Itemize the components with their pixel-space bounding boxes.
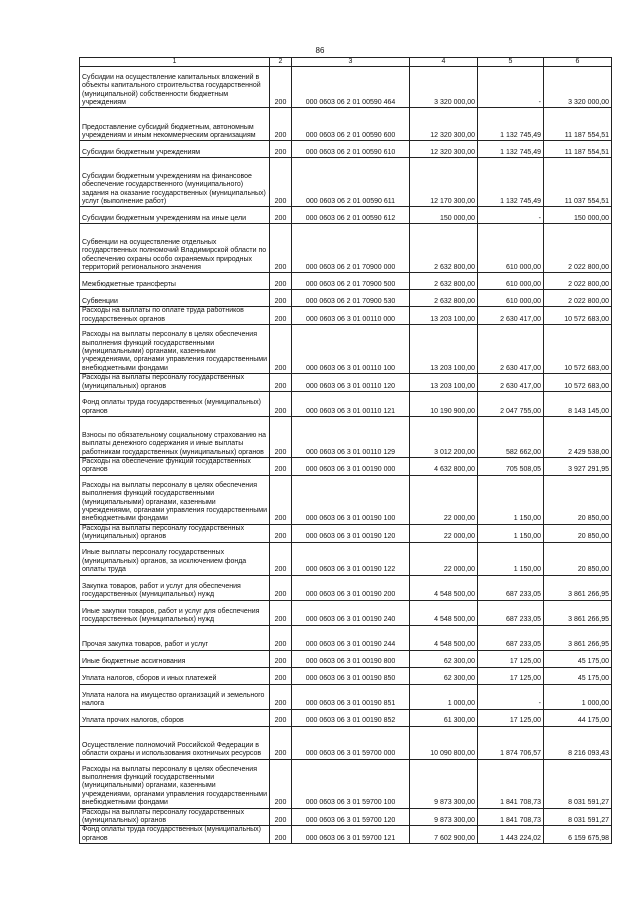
row-description: Уплата прочих налогов, сборов [80, 709, 270, 726]
row-line-code: 200 [270, 524, 292, 542]
row-description: Субсидии бюджетным учреждениям [80, 141, 270, 158]
row-executed-amount: 1 874 706,57 [478, 726, 544, 759]
row-budget-code: 000 0603 06 3 01 00190 122 [292, 542, 410, 575]
table-row [80, 625, 612, 650]
table-row [80, 207, 612, 224]
row-description: Взносы по обязательному социальному страхованию на выплаты денежного содержания и иные выплаты работникам государственных (муниципальных) органов [80, 417, 270, 458]
table-row [80, 650, 612, 667]
row-budget-code: 000 0603 06 3 01 59700 000 [292, 726, 410, 759]
column-header-5: 5 [478, 58, 544, 67]
table-row [80, 542, 612, 575]
row-description: Субвенции [80, 290, 270, 307]
row-remaining-amount: 44 175,00 [544, 709, 612, 726]
row-line-code: 200 [270, 759, 292, 808]
row-approved-amount: 22 000,00 [410, 475, 478, 524]
row-budget-code: 000 0603 06 2 01 00590 611 [292, 158, 410, 207]
row-description: Фонд оплаты труда государственных (муниципальных) органов [80, 392, 270, 417]
row-line-code: 200 [270, 542, 292, 575]
row-line-code: 200 [270, 374, 292, 392]
column-header-3: 3 [292, 58, 410, 67]
row-budget-code: 000 0603 06 3 01 00190 244 [292, 625, 410, 650]
row-executed-amount: 687 233,05 [478, 625, 544, 650]
row-executed-amount: 610 000,00 [478, 290, 544, 307]
row-line-code: 200 [270, 575, 292, 600]
row-executed-amount: 1 841 708,73 [478, 808, 544, 826]
row-executed-amount: - [478, 207, 544, 224]
row-approved-amount: 22 000,00 [410, 524, 478, 542]
row-line-code: 200 [270, 224, 292, 273]
table-row [80, 524, 612, 542]
table-row [80, 158, 612, 207]
table-row [80, 826, 612, 844]
row-executed-amount: 1 841 708,73 [478, 759, 544, 808]
row-line-code: 200 [270, 417, 292, 458]
table-row [80, 458, 612, 476]
row-approved-amount: 13 203 100,00 [410, 374, 478, 392]
row-budget-code: 000 0603 06 3 01 59700 100 [292, 759, 410, 808]
row-description: Уплата налога на имущество организаций и земельного налога [80, 684, 270, 709]
row-executed-amount: 705 508,05 [478, 458, 544, 476]
row-remaining-amount: 3 861 266,95 [544, 575, 612, 600]
row-budget-code: 000 0603 06 3 01 59700 121 [292, 826, 410, 844]
row-executed-amount: 17 125,00 [478, 709, 544, 726]
row-remaining-amount: 10 572 683,00 [544, 325, 612, 374]
table-row [80, 67, 612, 108]
row-line-code: 200 [270, 650, 292, 667]
row-approved-amount: 150 000,00 [410, 207, 478, 224]
row-budget-code: 000 0603 06 3 01 00190 100 [292, 475, 410, 524]
row-line-code: 200 [270, 290, 292, 307]
row-budget-code: 000 0603 06 2 01 00590 612 [292, 207, 410, 224]
row-remaining-amount: 20 850,00 [544, 542, 612, 575]
column-header-1: 1 [80, 58, 270, 67]
row-line-code: 200 [270, 625, 292, 650]
table-row [80, 273, 612, 290]
table-row [80, 759, 612, 808]
row-executed-amount: - [478, 67, 544, 108]
row-remaining-amount: 20 850,00 [544, 524, 612, 542]
row-remaining-amount: 8 031 591,27 [544, 808, 612, 826]
table-row [80, 224, 612, 273]
row-budget-code: 000 0603 06 3 01 00190 850 [292, 667, 410, 684]
row-approved-amount: 12 170 300,00 [410, 158, 478, 207]
budget-table [79, 57, 612, 844]
row-line-code: 200 [270, 273, 292, 290]
table-row [80, 290, 612, 307]
row-description: Субсидии бюджетным учреждениям на иные цели [80, 207, 270, 224]
row-approved-amount: 61 300,00 [410, 709, 478, 726]
table-row [80, 392, 612, 417]
column-header-6: 6 [544, 58, 612, 67]
row-approved-amount: 10 190 900,00 [410, 392, 478, 417]
row-executed-amount: 687 233,05 [478, 600, 544, 625]
table-row [80, 307, 612, 325]
row-approved-amount: 3 012 200,00 [410, 417, 478, 458]
table-row [80, 325, 612, 374]
row-budget-code: 000 0603 06 3 01 00110 000 [292, 307, 410, 325]
row-line-code: 200 [270, 709, 292, 726]
row-executed-amount: 610 000,00 [478, 273, 544, 290]
row-approved-amount: 2 632 800,00 [410, 224, 478, 273]
row-remaining-amount: 8 031 591,27 [544, 759, 612, 808]
row-description: Расходы на обеспечение функций государственных органов [80, 458, 270, 476]
table-row [80, 600, 612, 625]
row-approved-amount: 9 873 300,00 [410, 759, 478, 808]
row-remaining-amount: 8 216 093,43 [544, 726, 612, 759]
row-line-code: 200 [270, 726, 292, 759]
page-number: 86 [315, 46, 325, 55]
row-approved-amount: 4 548 500,00 [410, 600, 478, 625]
row-remaining-amount: 3 927 291,95 [544, 458, 612, 476]
row-description: Иные выплаты персоналу государственных (муниципальных) органов, за исключением фонда оплаты труда [80, 542, 270, 575]
table-row [80, 709, 612, 726]
row-executed-amount: 1 150,00 [478, 542, 544, 575]
row-description: Уплата налогов, сборов и иных платежей [80, 667, 270, 684]
row-line-code: 200 [270, 600, 292, 625]
row-remaining-amount: 2 429 538,00 [544, 417, 612, 458]
row-description: Прочая закупка товаров, работ и услуг [80, 625, 270, 650]
row-budget-code: 000 0603 06 3 01 00190 200 [292, 575, 410, 600]
row-description: Расходы на выплаты персоналу государственных (муниципальных) органов [80, 808, 270, 826]
row-executed-amount: 17 125,00 [478, 650, 544, 667]
table-row [80, 575, 612, 600]
row-remaining-amount: 11 187 554,51 [544, 141, 612, 158]
row-executed-amount: 2 630 417,00 [478, 325, 544, 374]
row-budget-code: 000 0603 06 3 01 00110 120 [292, 374, 410, 392]
row-description: Фонд оплаты труда государственных (муниципальных) органов [80, 826, 270, 844]
row-executed-amount: 582 662,00 [478, 417, 544, 458]
row-remaining-amount: 3 861 266,95 [544, 600, 612, 625]
row-remaining-amount: 10 572 683,00 [544, 307, 612, 325]
row-approved-amount: 4 548 500,00 [410, 575, 478, 600]
row-line-code: 200 [270, 826, 292, 844]
table-row [80, 108, 612, 141]
table-row [80, 417, 612, 458]
row-approved-amount: 12 320 300,00 [410, 141, 478, 158]
row-budget-code: 000 0603 06 3 01 59700 120 [292, 808, 410, 826]
row-executed-amount: - [478, 684, 544, 709]
row-approved-amount: 4 548 500,00 [410, 625, 478, 650]
row-approved-amount: 7 602 900,00 [410, 826, 478, 844]
row-remaining-amount: 45 175,00 [544, 650, 612, 667]
row-approved-amount: 1 000,00 [410, 684, 478, 709]
row-approved-amount: 22 000,00 [410, 542, 478, 575]
row-budget-code: 000 0603 06 2 01 70900 500 [292, 273, 410, 290]
row-remaining-amount: 2 022 800,00 [544, 273, 612, 290]
row-line-code: 200 [270, 684, 292, 709]
row-remaining-amount: 11 187 554,51 [544, 108, 612, 141]
row-budget-code: 000 0603 06 3 01 00190 000 [292, 458, 410, 476]
row-line-code: 200 [270, 808, 292, 826]
row-line-code: 200 [270, 392, 292, 417]
row-remaining-amount: 10 572 683,00 [544, 374, 612, 392]
row-line-code: 200 [270, 67, 292, 108]
row-approved-amount: 9 873 300,00 [410, 808, 478, 826]
row-description: Расходы на выплаты персоналу государственных (муниципальных) органов [80, 524, 270, 542]
row-remaining-amount: 1 000,00 [544, 684, 612, 709]
row-description: Расходы на выплаты персоналу в целях обеспечения выполнения функций государственными (муниципальными) органами, казенными учреждениями, органами управления государственными внебюджетными фондами [80, 325, 270, 374]
row-description: Субсидии на осуществление капитальных вложений в объекты капитального строительства государственной (муниципальной) собственности бюджетным учреждениям [80, 67, 270, 108]
table-header-row [80, 58, 612, 67]
row-budget-code: 000 0603 06 2 01 00590 610 [292, 141, 410, 158]
row-description: Субвенции на осуществление отдельных государственных полномочий Владимирской области по обеспечению охраны особо охраняемых природных территорий регионального значения [80, 224, 270, 273]
row-remaining-amount: 6 159 675,98 [544, 826, 612, 844]
row-description: Расходы на выплаты персоналу в целях обеспечения выполнения функций государственными (муниципальными) органами, казенными учреждениями, органами управления государственными внебюджетными фондами [80, 475, 270, 524]
column-header-2: 2 [270, 58, 292, 67]
row-executed-amount: 687 233,05 [478, 575, 544, 600]
row-executed-amount: 2 630 417,00 [478, 307, 544, 325]
row-description: Субсидии бюджетным учреждениям на финансовое обеспечение государственного (муниципального) задания на оказание государственных (муниципальных) услуг (выполнение работ) [80, 158, 270, 207]
row-approved-amount: 4 632 800,00 [410, 458, 478, 476]
row-approved-amount: 12 320 300,00 [410, 108, 478, 141]
row-budget-code: 000 0603 06 3 01 00110 129 [292, 417, 410, 458]
row-executed-amount: 2 047 755,00 [478, 392, 544, 417]
row-executed-amount: 17 125,00 [478, 667, 544, 684]
table-row [80, 684, 612, 709]
row-remaining-amount: 11 037 554,51 [544, 158, 612, 207]
row-line-code: 200 [270, 141, 292, 158]
row-description: Предоставление субсидий бюджетным, автономным учреждениям и иным некоммерческим организациям [80, 108, 270, 141]
row-line-code: 200 [270, 207, 292, 224]
row-remaining-amount: 8 143 145,00 [544, 392, 612, 417]
row-budget-code: 000 0603 06 2 01 00590 464 [292, 67, 410, 108]
row-budget-code: 000 0603 06 3 01 00110 100 [292, 325, 410, 374]
row-approved-amount: 2 632 800,00 [410, 290, 478, 307]
row-remaining-amount: 2 022 800,00 [544, 290, 612, 307]
row-budget-code: 000 0603 06 3 01 00110 121 [292, 392, 410, 417]
row-line-code: 200 [270, 325, 292, 374]
row-remaining-amount: 20 850,00 [544, 475, 612, 524]
row-remaining-amount: 150 000,00 [544, 207, 612, 224]
row-budget-code: 000 0603 06 2 01 70900 000 [292, 224, 410, 273]
row-executed-amount: 1 150,00 [478, 524, 544, 542]
row-description: Иные закупки товаров, работ и услуг для обеспечения государственных (муниципальных) нужд [80, 600, 270, 625]
row-executed-amount: 1 150,00 [478, 475, 544, 524]
row-budget-code: 000 0603 06 2 01 00590 600 [292, 108, 410, 141]
row-budget-code: 000 0603 06 2 01 70900 530 [292, 290, 410, 307]
row-line-code: 200 [270, 458, 292, 476]
table-row [80, 667, 612, 684]
row-description: Межбюджетные трансферты [80, 273, 270, 290]
row-executed-amount: 610 000,00 [478, 224, 544, 273]
row-description: Расходы на выплаты по оплате труда работников государственных органов [80, 307, 270, 325]
row-description: Расходы на выплаты персоналу в целях обеспечения выполнения функций государственными (муниципальными) органами, казенными учреждениями, органами управления государственными внебюджетными фондами [80, 759, 270, 808]
row-description: Расходы на выплаты персоналу государственных (муниципальных) органов [80, 374, 270, 392]
row-description: Иные бюджетные ассигнования [80, 650, 270, 667]
column-header-4: 4 [410, 58, 478, 67]
row-executed-amount: 2 630 417,00 [478, 374, 544, 392]
row-line-code: 200 [270, 307, 292, 325]
row-description: Осуществление полномочий Российской Федерации в области охраны и использования охотничьих ресурсов [80, 726, 270, 759]
row-budget-code: 000 0603 06 3 01 00190 851 [292, 684, 410, 709]
table-row [80, 726, 612, 759]
row-approved-amount: 3 320 000,00 [410, 67, 478, 108]
row-line-code: 200 [270, 475, 292, 524]
table-row [80, 475, 612, 524]
row-executed-amount: 1 132 745,49 [478, 158, 544, 207]
row-budget-code: 000 0603 06 3 01 00190 800 [292, 650, 410, 667]
row-description: Закупка товаров, работ и услуг для обеспечения государственных (муниципальных) нужд [80, 575, 270, 600]
row-line-code: 200 [270, 667, 292, 684]
table-row [80, 374, 612, 392]
row-budget-code: 000 0603 06 3 01 00190 240 [292, 600, 410, 625]
table-row [80, 141, 612, 158]
row-remaining-amount: 45 175,00 [544, 667, 612, 684]
row-approved-amount: 2 632 800,00 [410, 273, 478, 290]
row-budget-code: 000 0603 06 3 01 00190 120 [292, 524, 410, 542]
row-approved-amount: 62 300,00 [410, 667, 478, 684]
row-remaining-amount: 3 861 266,95 [544, 625, 612, 650]
table-row [80, 808, 612, 826]
row-line-code: 200 [270, 108, 292, 141]
row-approved-amount: 13 203 100,00 [410, 325, 478, 374]
row-approved-amount: 10 090 800,00 [410, 726, 478, 759]
row-approved-amount: 62 300,00 [410, 650, 478, 667]
row-remaining-amount: 3 320 000,00 [544, 67, 612, 108]
row-executed-amount: 1 132 745,49 [478, 108, 544, 141]
row-budget-code: 000 0603 06 3 01 00190 852 [292, 709, 410, 726]
row-line-code: 200 [270, 158, 292, 207]
row-approved-amount: 13 203 100,00 [410, 307, 478, 325]
row-remaining-amount: 2 022 800,00 [544, 224, 612, 273]
row-executed-amount: 1 132 745,49 [478, 141, 544, 158]
row-executed-amount: 1 443 224,02 [478, 826, 544, 844]
